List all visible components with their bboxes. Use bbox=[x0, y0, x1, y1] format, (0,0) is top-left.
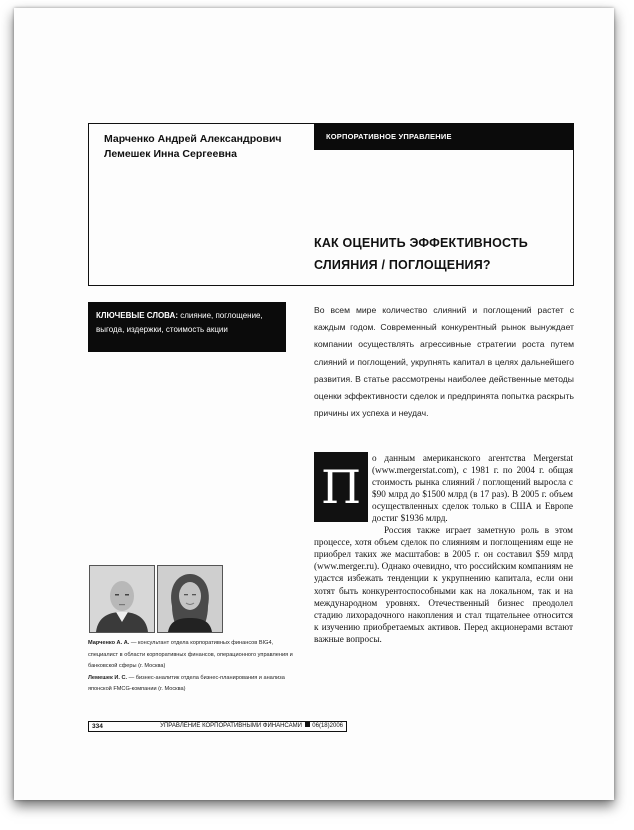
bio-text-1: — консультант отдела корпоративных финансов BIG4, специалист в области корпоративных финансов, операционного управления и банковской сферы (г. Москва) bbox=[88, 640, 293, 669]
author-name-1: Марченко Андрей Александрович bbox=[104, 133, 282, 145]
article-title bbox=[314, 232, 569, 276]
magazine-page bbox=[14, 8, 614, 800]
square-bullet-icon bbox=[305, 722, 310, 727]
rubric-label: КОРПОРАТИВНОЕ УПРАВЛЕНИЕ bbox=[314, 123, 574, 150]
keywords-box bbox=[88, 302, 286, 352]
page-footer bbox=[88, 721, 347, 732]
author-bios bbox=[88, 638, 300, 696]
journal-name: УПРАВЛЕНИЕ КОРПОРАТИВНЫМИ ФИНАНСАМИ bbox=[160, 723, 302, 729]
bio-name-1: Марченко А. А. bbox=[88, 640, 130, 646]
drop-cap: П bbox=[314, 452, 368, 522]
author-photo-marchenko bbox=[89, 565, 155, 633]
author-name-2: Лемешек Инна Сергеевна bbox=[104, 148, 237, 160]
journal-issue: 06(18)2006 bbox=[312, 723, 343, 729]
article-body bbox=[314, 452, 573, 645]
article-title-line-1: КАК ОЦЕНИТЬ ЭФФЕКТИВНОСТЬ bbox=[314, 236, 528, 250]
page-number: 334 bbox=[92, 723, 103, 730]
article-title-line-2: СЛИЯНИЯ / ПОГЛОЩЕНИЯ? bbox=[314, 258, 491, 272]
author-photo-lemeshek bbox=[157, 565, 223, 633]
bio-text-2: — бизнес-аналитик отдела бизнес-планирования и анализа японской FMCG-компании (г. Москва) bbox=[88, 674, 285, 692]
article-abstract: Во всем мире количество слияний и поглощений растет с каждым годом. Современный конкурентный рынок вынуждает компании осуществлять агрессивные стратегии роста путем слияний и поглощений, укрупнять капитал в целях дальнейшего развития. В статье рассмотрены наиболее действенные методы оценки эффективности сделок и предпринята попытка раскрыть причины их успеха и неудач. bbox=[314, 305, 574, 419]
body-paragraph-2: Россия также играет заметную роль в этом процессе, хотя объем сделок по слияниям и поглощениям еще не приобрел таких же масштабов: в 2005 г. он составил $59 млрд (www.merger.ru). Однако очевидно, что российским компаниям не удастся избежать тенденции к укрупнению капитала, если они хотят быть конкурентоспособными как на локальном, так и на международном уровнях. Отечественный бизнес преодолел стадию лихорадочного накопления и стал тщательнее относится к изучению приобретаемых активов. Перед акционерами встают важные вопросы. bbox=[314, 525, 573, 644]
bio-marchenko bbox=[88, 638, 300, 673]
body-paragraph-1: о данным американского агентства Mergerstat (www.mergerstat.com), с 1981 г. по 2004 г. общая стоимость рынка слияний / поглощений выросла с $90 млрд до $1500 млрд (в 17 раз). В 2005 г. объем осуществленных сделок только в США и Европе достиг $1936 млрд. bbox=[372, 453, 573, 524]
bio-name-2: Лемешек И. С. bbox=[88, 674, 128, 681]
journal-credit bbox=[160, 722, 343, 731]
keywords-text: слияние, поглощение, выгода, издержки, стоимость акции bbox=[96, 311, 263, 334]
authors-block bbox=[104, 132, 282, 162]
bio-lemeshek bbox=[88, 673, 300, 696]
keywords-label: КЛЮЧЕВЫЕ СЛОВА: bbox=[96, 311, 178, 320]
